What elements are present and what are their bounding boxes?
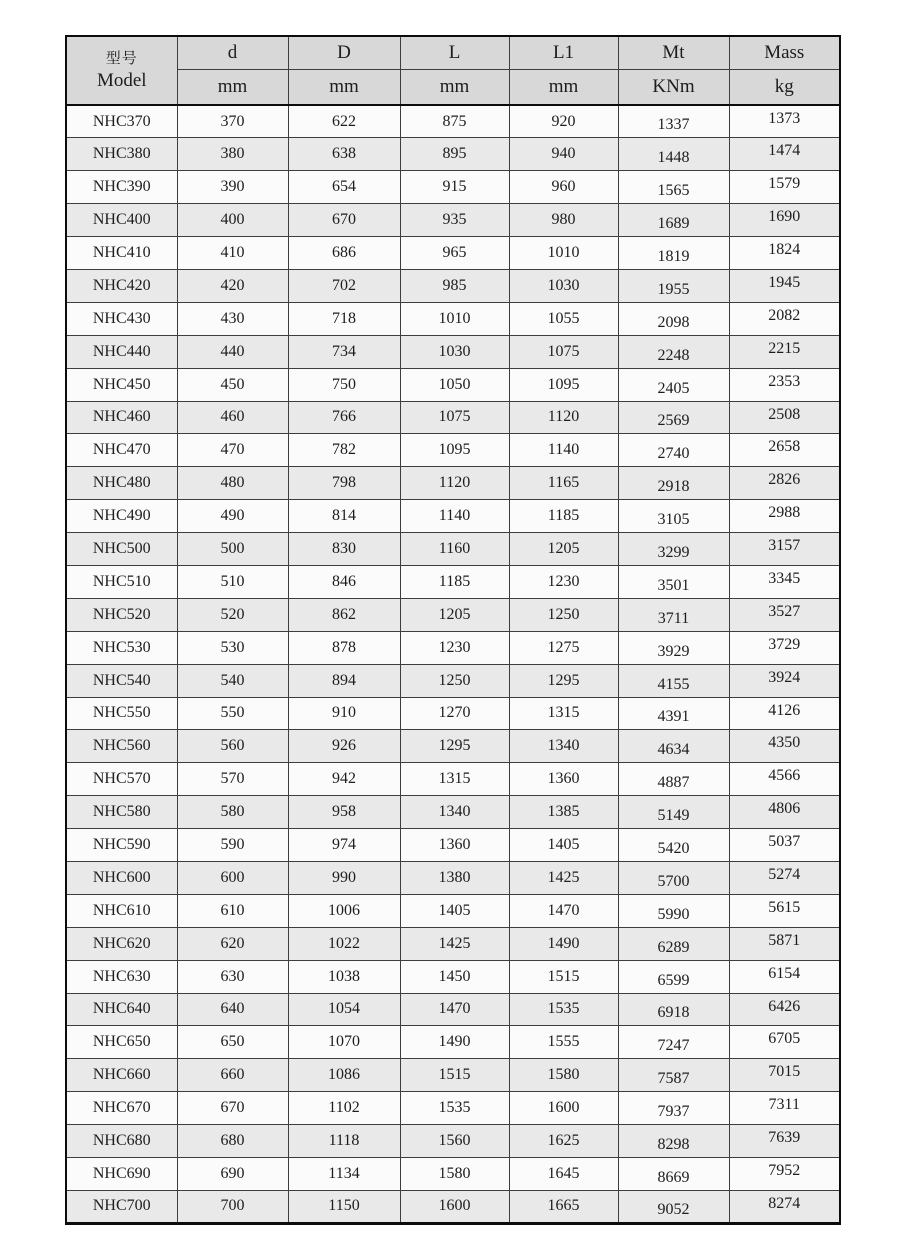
cell-d: 894	[288, 664, 400, 697]
cell-l: 1030	[400, 335, 509, 368]
cell-mass: 3924	[729, 664, 840, 697]
cell-mt: 4155	[618, 664, 729, 697]
cell-d: 490	[177, 500, 288, 533]
cell-d: 670	[288, 204, 400, 237]
cell-l: 1580	[400, 1158, 509, 1191]
cell-model: NHC570	[66, 763, 177, 796]
cell-mt: 1819	[618, 237, 729, 270]
cell-mt: 2918	[618, 467, 729, 500]
cell-model: NHC690	[66, 1158, 177, 1191]
cell-mt: 1448	[618, 138, 729, 171]
cell-model: NHC420	[66, 269, 177, 302]
cell-mass: 2826	[729, 467, 840, 500]
cell-mt: 3501	[618, 565, 729, 598]
cell-mass: 3345	[729, 565, 840, 598]
cell-l: 1380	[400, 861, 509, 894]
cell-model: NHC540	[66, 664, 177, 697]
cell-d: 718	[288, 302, 400, 335]
cell-model: NHC530	[66, 631, 177, 664]
cell-l1: 1535	[509, 993, 618, 1026]
cell-l1: 980	[509, 204, 618, 237]
cell-model: NHC510	[66, 565, 177, 598]
table-row	[66, 237, 840, 270]
cell-l: 965	[400, 237, 509, 270]
cell-d: 570	[177, 763, 288, 796]
cell-model: NHC450	[66, 368, 177, 401]
cell-d: 1102	[288, 1092, 400, 1125]
header-d-unit: mm	[177, 70, 288, 106]
table-row	[66, 829, 840, 862]
cell-l: 1425	[400, 927, 509, 960]
table-row	[66, 105, 840, 138]
table-row	[66, 1125, 840, 1158]
table-row	[66, 796, 840, 829]
cell-d: 750	[288, 368, 400, 401]
table-row	[66, 500, 840, 533]
cell-d: 782	[288, 434, 400, 467]
cell-l: 1515	[400, 1059, 509, 1092]
cell-d: 1038	[288, 960, 400, 993]
cell-mass: 3157	[729, 533, 840, 566]
cell-d: 702	[288, 269, 400, 302]
cell-d: 1022	[288, 927, 400, 960]
cell-l1: 1360	[509, 763, 618, 796]
header-mt-label: Mt	[618, 36, 729, 70]
header-model-en: Model	[96, 69, 147, 91]
cell-mt: 5700	[618, 861, 729, 894]
cell-d: 440	[177, 335, 288, 368]
cell-d: 680	[177, 1125, 288, 1158]
cell-l: 1360	[400, 829, 509, 862]
header-mass-label: Mass	[729, 36, 840, 70]
header-l-unit: mm	[400, 70, 509, 106]
cell-mt: 2405	[618, 368, 729, 401]
cell-d: 550	[177, 697, 288, 730]
cell-d: 830	[288, 533, 400, 566]
cell-l1: 1185	[509, 500, 618, 533]
cell-l: 1295	[400, 730, 509, 763]
table-row	[66, 861, 840, 894]
cell-mt: 6918	[618, 993, 729, 1026]
cell-d: 650	[177, 1026, 288, 1059]
cell-l1: 1140	[509, 434, 618, 467]
cell-l: 1315	[400, 763, 509, 796]
cell-d: 622	[288, 105, 400, 138]
cell-l1: 1580	[509, 1059, 618, 1092]
cell-model: NHC700	[66, 1190, 177, 1223]
cell-l1: 1340	[509, 730, 618, 763]
cell-d: 1054	[288, 993, 400, 1026]
cell-l: 1230	[400, 631, 509, 664]
cell-model: NHC590	[66, 829, 177, 862]
cell-model: NHC430	[66, 302, 177, 335]
header-l1-label: L1	[509, 36, 618, 70]
table-row	[66, 434, 840, 467]
cell-mt: 6599	[618, 960, 729, 993]
cell-mass: 1579	[729, 171, 840, 204]
cell-d: 690	[177, 1158, 288, 1191]
cell-d: 974	[288, 829, 400, 862]
cell-model: NHC480	[66, 467, 177, 500]
table-row	[66, 467, 840, 500]
table-row	[66, 138, 840, 171]
cell-d: 958	[288, 796, 400, 829]
cell-d: 1006	[288, 894, 400, 927]
table-row	[66, 1092, 840, 1125]
cell-l: 1340	[400, 796, 509, 829]
cell-l1: 1165	[509, 467, 618, 500]
cell-d: 450	[177, 368, 288, 401]
cell-l1: 1515	[509, 960, 618, 993]
cell-model: NHC660	[66, 1059, 177, 1092]
cell-d: 660	[177, 1059, 288, 1092]
table-row	[66, 763, 840, 796]
cell-mt: 3299	[618, 533, 729, 566]
cell-d: 798	[288, 467, 400, 500]
cell-mass: 2988	[729, 500, 840, 533]
table-row	[66, 171, 840, 204]
cell-l1: 1600	[509, 1092, 618, 1125]
cell-mass: 5871	[729, 927, 840, 960]
table-row	[66, 664, 840, 697]
cell-mass: 1945	[729, 269, 840, 302]
cell-mt: 5990	[618, 894, 729, 927]
cell-mt: 3105	[618, 500, 729, 533]
cell-mass: 7311	[729, 1092, 840, 1125]
cell-l: 1600	[400, 1190, 509, 1223]
cell-mt: 6289	[618, 927, 729, 960]
cell-mass: 5274	[729, 861, 840, 894]
cell-model: NHC560	[66, 730, 177, 763]
cell-mass: 3729	[729, 631, 840, 664]
cell-mt: 1565	[618, 171, 729, 204]
cell-l: 1120	[400, 467, 509, 500]
cell-l: 1205	[400, 598, 509, 631]
cell-mass: 5037	[729, 829, 840, 862]
cell-l: 1470	[400, 993, 509, 1026]
cell-d: 430	[177, 302, 288, 335]
cell-l: 1560	[400, 1125, 509, 1158]
cell-model: NHC490	[66, 500, 177, 533]
cell-l: 1270	[400, 697, 509, 730]
cell-d: 910	[288, 697, 400, 730]
table-row	[66, 993, 840, 1026]
cell-mass: 2082	[729, 302, 840, 335]
cell-model: NHC400	[66, 204, 177, 237]
cell-model: NHC460	[66, 401, 177, 434]
cell-mt: 2569	[618, 401, 729, 434]
header-l1-unit: mm	[509, 70, 618, 106]
table-row	[66, 565, 840, 598]
table-row	[66, 533, 840, 566]
cell-mt: 8669	[618, 1158, 729, 1191]
header-label-row	[66, 36, 840, 70]
cell-mt: 1689	[618, 204, 729, 237]
table-header	[66, 36, 840, 105]
cell-d: 1118	[288, 1125, 400, 1158]
header-mass-unit: kg	[729, 70, 840, 106]
cell-d: 640	[177, 993, 288, 1026]
table-row	[66, 1059, 840, 1092]
cell-l1: 920	[509, 105, 618, 138]
cell-d: 520	[177, 598, 288, 631]
cell-mass: 2658	[729, 434, 840, 467]
cell-l1: 1555	[509, 1026, 618, 1059]
cell-mass: 6705	[729, 1026, 840, 1059]
cell-mass: 7639	[729, 1125, 840, 1158]
cell-model: NHC680	[66, 1125, 177, 1158]
cell-l1: 940	[509, 138, 618, 171]
table-row	[66, 204, 840, 237]
cell-mass: 4566	[729, 763, 840, 796]
cell-l1: 1645	[509, 1158, 618, 1191]
cell-mass: 2215	[729, 335, 840, 368]
cell-l1: 1250	[509, 598, 618, 631]
cell-model: NHC670	[66, 1092, 177, 1125]
cell-l1: 1120	[509, 401, 618, 434]
table-row	[66, 1158, 840, 1191]
cell-model: NHC500	[66, 533, 177, 566]
cell-mass: 1474	[729, 138, 840, 171]
cell-d: 862	[288, 598, 400, 631]
cell-mass: 4350	[729, 730, 840, 763]
cell-d: 734	[288, 335, 400, 368]
cell-d: 1086	[288, 1059, 400, 1092]
cell-d: 942	[288, 763, 400, 796]
cell-l1: 1095	[509, 368, 618, 401]
cell-d: 530	[177, 631, 288, 664]
cell-mt: 3711	[618, 598, 729, 631]
cell-d: 560	[177, 730, 288, 763]
cell-d: 1134	[288, 1158, 400, 1191]
table-row	[66, 927, 840, 960]
cell-d: 600	[177, 861, 288, 894]
cell-d: 846	[288, 565, 400, 598]
cell-mt: 2098	[618, 302, 729, 335]
cell-l1: 1625	[509, 1125, 618, 1158]
spec-table	[65, 35, 841, 1225]
cell-d: 580	[177, 796, 288, 829]
cell-d: 400	[177, 204, 288, 237]
cell-l: 915	[400, 171, 509, 204]
cell-d: 500	[177, 533, 288, 566]
cell-model: NHC390	[66, 171, 177, 204]
cell-mt: 9052	[618, 1190, 729, 1223]
table-row	[66, 1026, 840, 1059]
cell-mass: 7015	[729, 1059, 840, 1092]
header-d-label: d	[177, 36, 288, 70]
cell-d: 1150	[288, 1190, 400, 1223]
cell-d: 470	[177, 434, 288, 467]
cell-mt: 2740	[618, 434, 729, 467]
cell-mt: 7937	[618, 1092, 729, 1125]
cell-d: 1070	[288, 1026, 400, 1059]
table-body	[66, 105, 840, 1223]
cell-d: 654	[288, 171, 400, 204]
cell-d: 638	[288, 138, 400, 171]
header-mt-unit: KNm	[618, 70, 729, 106]
cell-d: 540	[177, 664, 288, 697]
cell-model: NHC630	[66, 960, 177, 993]
cell-mass: 8274	[729, 1190, 840, 1223]
cell-l1: 1490	[509, 927, 618, 960]
cell-mass: 1373	[729, 105, 840, 138]
cell-l: 895	[400, 138, 509, 171]
cell-mt: 1337	[618, 105, 729, 138]
cell-model: NHC620	[66, 927, 177, 960]
cell-d: 380	[177, 138, 288, 171]
cell-d: 630	[177, 960, 288, 993]
header-d-label: D	[288, 36, 400, 70]
cell-l: 1160	[400, 533, 509, 566]
cell-mt: 7587	[618, 1059, 729, 1092]
cell-l1: 1230	[509, 565, 618, 598]
cell-mt: 3929	[618, 631, 729, 664]
table-row	[66, 730, 840, 763]
cell-mass: 3527	[729, 598, 840, 631]
table-row	[66, 960, 840, 993]
cell-mass: 5615	[729, 894, 840, 927]
cell-l: 1450	[400, 960, 509, 993]
cell-mass: 4126	[729, 697, 840, 730]
cell-d: 610	[177, 894, 288, 927]
table-row	[66, 894, 840, 927]
cell-model: NHC640	[66, 993, 177, 1026]
cell-mt: 4634	[618, 730, 729, 763]
cell-l: 935	[400, 204, 509, 237]
header-unit-row	[66, 70, 840, 106]
cell-l: 1075	[400, 401, 509, 434]
cell-d: 590	[177, 829, 288, 862]
cell-mass: 4806	[729, 796, 840, 829]
cell-mt: 4391	[618, 697, 729, 730]
table-row	[66, 631, 840, 664]
cell-l: 1010	[400, 302, 509, 335]
cell-l1: 1010	[509, 237, 618, 270]
cell-l1: 1205	[509, 533, 618, 566]
header-model-cn: 型号	[105, 50, 138, 67]
table-row	[66, 302, 840, 335]
cell-d: 390	[177, 171, 288, 204]
cell-model: NHC470	[66, 434, 177, 467]
cell-l: 1405	[400, 894, 509, 927]
header-model	[66, 36, 177, 105]
cell-d: 370	[177, 105, 288, 138]
cell-model: NHC410	[66, 237, 177, 270]
cell-model: NHC520	[66, 598, 177, 631]
cell-l1: 1385	[509, 796, 618, 829]
cell-d: 700	[177, 1190, 288, 1223]
cell-l1: 1315	[509, 697, 618, 730]
cell-mt: 7247	[618, 1026, 729, 1059]
cell-mass: 1690	[729, 204, 840, 237]
table-row	[66, 368, 840, 401]
cell-l1: 1275	[509, 631, 618, 664]
cell-mt: 5420	[618, 829, 729, 862]
cell-mass: 7952	[729, 1158, 840, 1191]
table-row	[66, 401, 840, 434]
cell-d: 620	[177, 927, 288, 960]
cell-model: NHC440	[66, 335, 177, 368]
cell-mass: 1824	[729, 237, 840, 270]
cell-d: 878	[288, 631, 400, 664]
cell-d: 480	[177, 467, 288, 500]
cell-d: 814	[288, 500, 400, 533]
cell-l: 1535	[400, 1092, 509, 1125]
cell-d: 926	[288, 730, 400, 763]
cell-l1: 1030	[509, 269, 618, 302]
table-row	[66, 697, 840, 730]
cell-mt: 1955	[618, 269, 729, 302]
cell-l1: 960	[509, 171, 618, 204]
cell-model: NHC380	[66, 138, 177, 171]
table-row	[66, 269, 840, 302]
cell-d: 410	[177, 237, 288, 270]
cell-d: 990	[288, 861, 400, 894]
cell-l: 1140	[400, 500, 509, 533]
cell-l1: 1295	[509, 664, 618, 697]
cell-mt: 5149	[618, 796, 729, 829]
cell-l1: 1425	[509, 861, 618, 894]
cell-model: NHC610	[66, 894, 177, 927]
cell-d: 420	[177, 269, 288, 302]
header-l-label: L	[400, 36, 509, 70]
cell-d: 686	[288, 237, 400, 270]
cell-l: 985	[400, 269, 509, 302]
cell-l: 1050	[400, 368, 509, 401]
cell-d: 460	[177, 401, 288, 434]
cell-l1: 1470	[509, 894, 618, 927]
cell-model: NHC600	[66, 861, 177, 894]
cell-model: NHC550	[66, 697, 177, 730]
cell-mass: 2353	[729, 368, 840, 401]
cell-mass: 2508	[729, 401, 840, 434]
cell-mass: 6154	[729, 960, 840, 993]
cell-l: 1490	[400, 1026, 509, 1059]
cell-d: 766	[288, 401, 400, 434]
cell-d: 670	[177, 1092, 288, 1125]
table-row	[66, 1190, 840, 1223]
cell-mt: 8298	[618, 1125, 729, 1158]
cell-l: 1185	[400, 565, 509, 598]
cell-model: NHC580	[66, 796, 177, 829]
cell-model: NHC370	[66, 105, 177, 138]
table-row	[66, 335, 840, 368]
cell-l1: 1665	[509, 1190, 618, 1223]
cell-model: NHC650	[66, 1026, 177, 1059]
header-d-unit: mm	[288, 70, 400, 106]
cell-l1: 1405	[509, 829, 618, 862]
cell-mass: 6426	[729, 993, 840, 1026]
cell-d: 510	[177, 565, 288, 598]
cell-l: 875	[400, 105, 509, 138]
table-row	[66, 598, 840, 631]
cell-l: 1095	[400, 434, 509, 467]
cell-l1: 1055	[509, 302, 618, 335]
cell-mt: 4887	[618, 763, 729, 796]
cell-l1: 1075	[509, 335, 618, 368]
cell-mt: 2248	[618, 335, 729, 368]
cell-l: 1250	[400, 664, 509, 697]
